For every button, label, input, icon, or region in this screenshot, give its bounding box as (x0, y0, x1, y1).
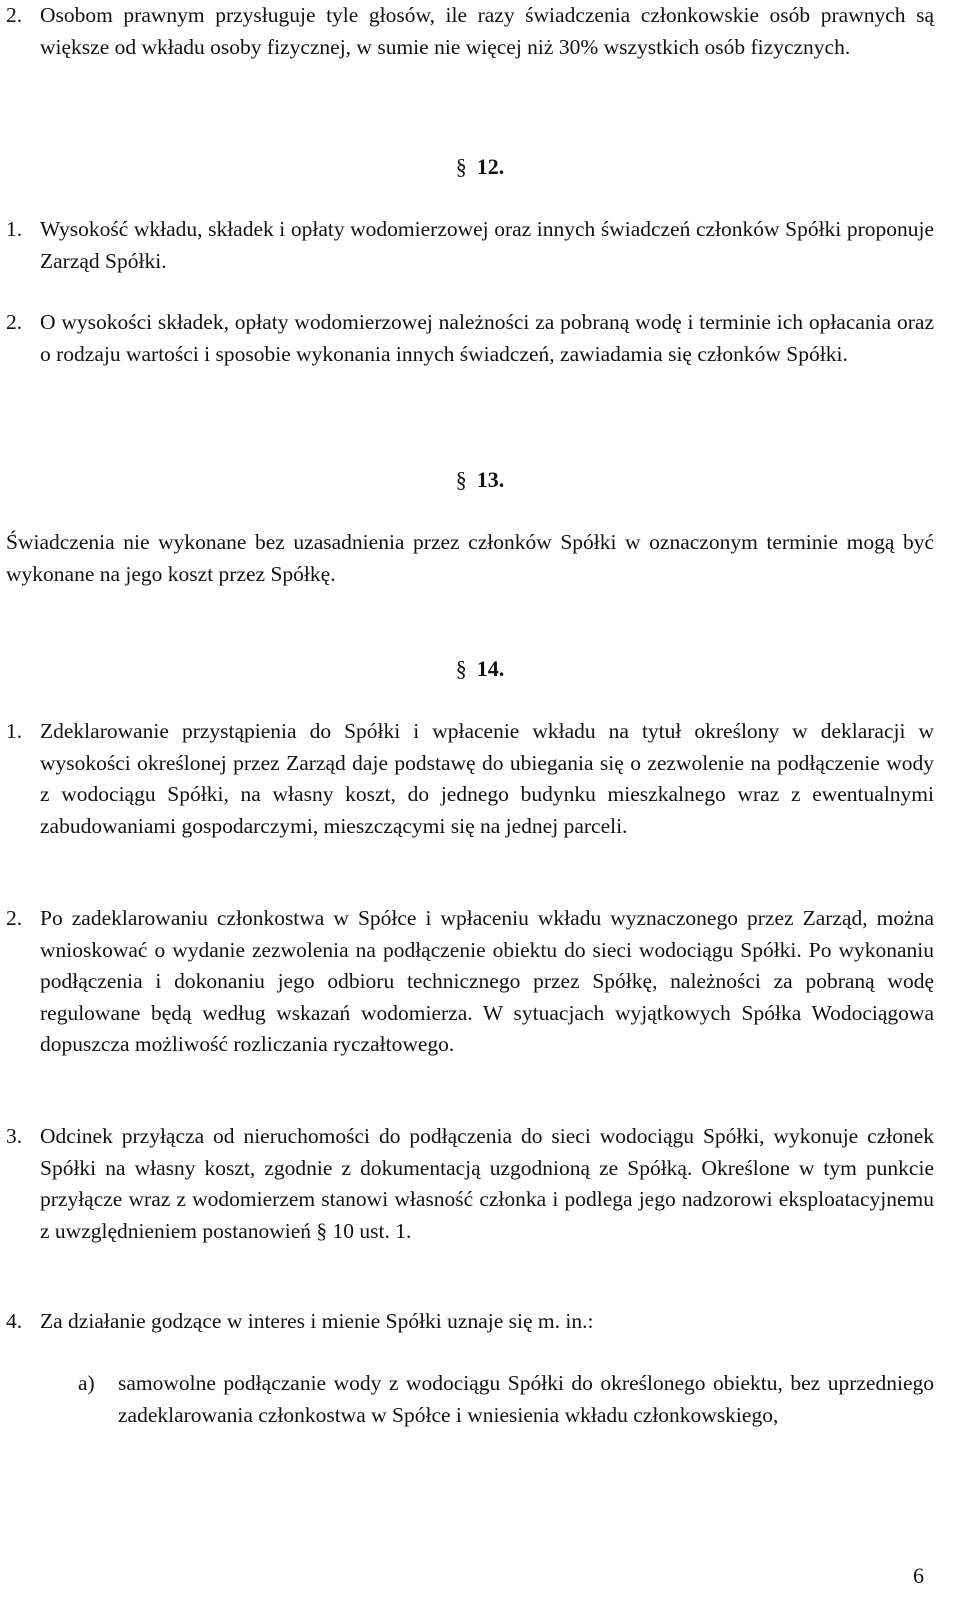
paragraph-text: Świadczenia nie wykonane bez uzasadnienia przez członków Spółki w oznaczonym terminie mogą być wykonane na jego koszt przez Spółkę. (6, 530, 934, 586)
paragraph-text: Wysokość wkładu, składek i opłaty wodomierzowej oraz innych świadczeń członków Spółki proponuje Zarząd Spółki. (40, 217, 934, 273)
paragraph-text: Osobom prawnym przysługuje tyle głosów, ile razy świadczenia członkowskie osób prawnych są większe od wkładu osoby fizycznej, w sumie nie więcej niż 30% wszystkich osób fizycznych. (40, 3, 934, 59)
paragraph-number: 1. (6, 217, 23, 241)
paragraph-number: 3. (6, 1124, 23, 1148)
section-symbol: § (455, 467, 467, 492)
paragraph-14-2 (6, 903, 934, 1061)
section-number: 14. (476, 656, 505, 681)
paragraph-14-4-a (78, 1368, 934, 1431)
section-heading-13 (0, 464, 960, 496)
paragraph-text: Za działanie godzące w interes i mienie Spółki uznaje się m. in.: (40, 1309, 594, 1333)
paragraph-number: 4. (6, 1309, 23, 1333)
paragraph-11-2 (6, 0, 934, 63)
section-heading-14 (0, 653, 960, 685)
paragraph-number: 1. (6, 719, 23, 743)
paragraph-text: Po zadeklarowaniu członkostwa w Spółce i wpłaceniu wkładu wyznaczonego przez Zarząd, można wnioskować o wydanie zezwolenia na podłączenie obiektu do sieci wodociągu Spółki. Po wykonaniu podłączenia i dokonaniu jego odbioru technicznego przez Spółkę, należności za pobraną wodę regulowane będą według wskazań wodomierza. W sytuacjach wyjątkowych Spółka Wodociągowa dopuszcza możliwość rozliczania ryczałtowego. (40, 906, 934, 1056)
paragraph-number: 2. (6, 906, 23, 930)
list-marker: a) (78, 1371, 95, 1395)
paragraph-14-4 (6, 1306, 934, 1338)
paragraph-text: O wysokości składek, opłaty wodomierzowej należności za pobraną wodę i terminie ich opłacania oraz o rodzaju wartości i sposobie wykonania innych świadczeń, zawiadamia się członków Spółki. (40, 310, 934, 366)
paragraph-text: Odcinek przyłącza od nieruchomości do podłączenia do sieci wodociągu Spółki, wykonuje członek Spółki na własny koszt, zgodnie z dokumentacją uzgodnioną ze Spółką. Określone w tym punkcie przyłącze wraz z wodomierzem stanowi własność członka i podlega jego nadzorowi eksploatacyjnemu z uwzględnieniem postanowień § 10 ust. 1. (40, 1124, 934, 1243)
paragraph-text: Zdeklarowanie przystąpienia do Spółki i wpłacenie wkładu na tytuł określony w deklaracji w wysokości określonej przez Zarząd daje podstawę do ubiegania się o zezwolenie na podłączenie wody z wodociągu Spółki, na własny koszt, do jednego budynku mieszkalnego wraz z ewentualnymi zabudowaniami gospodarczymi, mieszczącymi się na jednej parceli. (40, 719, 934, 838)
paragraph-number: 2. (6, 3, 23, 27)
section-number: 13. (476, 467, 505, 492)
page-number: 6 (913, 1563, 924, 1588)
section-symbol: § (455, 656, 467, 681)
paragraph-12-1 (6, 214, 934, 277)
section-heading-12 (0, 151, 960, 183)
paragraph-13 (6, 527, 934, 590)
section-number: 12. (476, 154, 505, 179)
section-symbol: § (455, 154, 467, 179)
paragraph-14-1 (6, 716, 934, 842)
paragraph-14-3 (6, 1121, 934, 1247)
paragraph-12-2 (6, 307, 934, 370)
paragraph-number: 2. (6, 310, 23, 334)
paragraph-text: samowolne podłączanie wody z wodociągu Spółki do określonego obiektu, bez uprzedniego zadeklarowania członkostwa w Spółce i wniesienia wkładu członkowskiego, (118, 1371, 934, 1427)
